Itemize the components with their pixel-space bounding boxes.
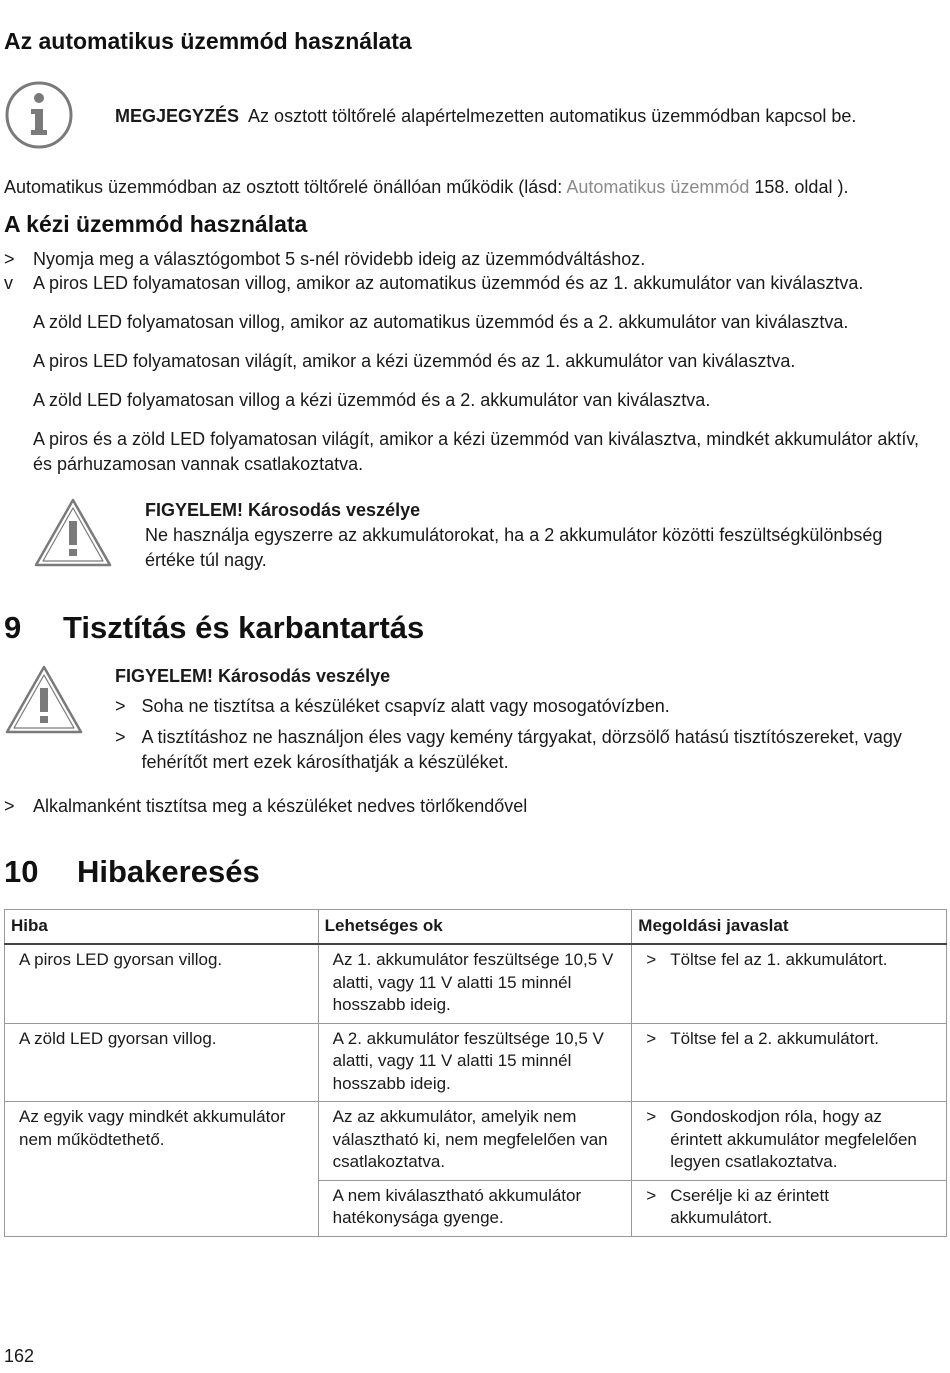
solution-line: Töltse fel az 1. akkumulátort.	[670, 950, 888, 969]
chapter-9-title: Tisztítás és karbantartás	[63, 610, 425, 645]
cleaning-warning-item-2-line-2: fehérítőt mert ezek károsíthatják a készüléket.	[141, 752, 509, 772]
cause-line: alatti, vagy 11 V alatti 15 minnél	[332, 1051, 572, 1070]
cause-cell	[318, 944, 632, 1023]
cleaning-warning-list	[115, 694, 945, 775]
solution-cell	[632, 1102, 947, 1181]
manual-warning-line-1: Ne használja egyszerre az akkumulátorokat, ha a 2 akkumulátor közötti feszültségkülönbség	[145, 525, 883, 545]
chapter-10-title: Hibakeresés	[77, 854, 260, 889]
fault-line: A piros LED gyorsan villog.	[19, 950, 223, 969]
result-arrow-icon: v	[4, 273, 13, 293]
step-arrow-icon: >	[646, 1028, 657, 1048]
step-arrow-icon: >	[646, 1185, 657, 1205]
table-header-row	[5, 910, 947, 945]
cause-line: A nem kiválasztható akkumulátor	[332, 1185, 582, 1205]
cause-line: csatlakoztatva.	[332, 1152, 446, 1171]
note-text: Az osztott töltőrelé alapértelmezetten automatikus üzemmódban kapcsol be.	[248, 106, 857, 126]
result-line-4: A zöld LED folyamatosan villog a kézi üzemmód és a 2. akkumulátor van kiválasztva.	[33, 390, 711, 410]
fault-cell	[5, 944, 319, 1023]
auto-para-text: Automatikus üzemmódban az osztott töltőrelé önállóan működik (lásd:	[4, 177, 567, 197]
fault-line: nem működtethető.	[19, 1129, 165, 1149]
manual-warning-title: FIGYELEM! Károsodás veszélye	[145, 500, 421, 520]
cause-cell	[318, 1023, 632, 1102]
fault-cell	[5, 1102, 319, 1237]
column-header-fault: Hiba	[5, 910, 319, 945]
auto-mode-link[interactable]: Automatikus üzemmód	[566, 177, 750, 197]
cleaning-warning-title: FIGYELEM! Károsodás veszélye	[115, 666, 391, 686]
chapter-10-number: 10	[4, 854, 39, 889]
cleaning-warning	[115, 664, 945, 781]
result-line-5-cont: és párhuzamosan vannak csatlakoztatva.	[33, 454, 364, 474]
note-block	[115, 104, 856, 129]
step-arrow-icon: >	[4, 249, 15, 269]
solution-line: érintett akkumulátor megfelelően	[670, 1129, 917, 1149]
solution-line: Töltse fel a 2. akkumulátort.	[670, 1028, 880, 1048]
result-line-3: A piros LED folyamatosan világít, amikor a kézi üzemmód és az 1. akkumulátor van kiválasztva.	[33, 351, 796, 371]
column-header-solution: Megoldási javaslat	[632, 910, 947, 945]
cause-line: hosszabb ideig.	[332, 995, 451, 1014]
auto-mode-heading: Az automatikus üzemmód használata	[4, 28, 412, 54]
manual-mode-heading: A kézi üzemmód használata	[4, 211, 308, 237]
warning-triangle-icon	[4, 664, 84, 741]
troubleshooting-table	[4, 909, 947, 1237]
fault-line: A zöld LED gyorsan villog.	[19, 1028, 217, 1048]
chapter-9-number: 9	[4, 610, 22, 645]
manual-warning-line-2: értéke túl nagy.	[145, 550, 267, 570]
cleaning-step: Alkalmanként tisztítsa meg a készüléket nedves törlőkendővel	[33, 796, 528, 816]
cause-cell	[318, 1180, 632, 1236]
cause-line: hatékonysága gyenge.	[332, 1208, 504, 1227]
cause-cell	[318, 1102, 632, 1181]
table-row	[5, 944, 947, 1023]
step-arrow-icon: >	[4, 796, 15, 816]
auto-para-page-ref: 158. oldal ).	[749, 177, 849, 197]
solution-cell	[632, 944, 947, 1023]
cause-line: alatti, vagy 11 V alatti 15 minnél	[332, 972, 572, 992]
page-number: 162	[4, 1346, 35, 1366]
manual-step: Nyomja meg a választógombot 5 s-nél rövidebb ideig az üzemmódváltáshoz.	[33, 249, 646, 269]
result-line-5: A piros és a zöld LED folyamatosan világít, amikor a kézi üzemmód van kiválasztva, mindkét akkumulátor aktív,	[33, 429, 920, 449]
step-arrow-icon: >	[115, 727, 126, 747]
cause-line: választható ki, nem megfelelően van	[332, 1129, 608, 1149]
warning-triangle-icon	[33, 497, 113, 574]
solution-line: akkumulátort.	[670, 1208, 773, 1227]
cause-line: Az 1. akkumulátor feszültsége 10,5 V	[332, 950, 614, 969]
solution-cell	[632, 1023, 947, 1102]
result-line-2: A zöld LED folyamatosan villog, amikor az automatikus üzemmód és a 2. akkumulátor van kiválasztva.	[33, 312, 849, 332]
cause-line: A 2. akkumulátor feszültsége 10,5 V	[332, 1028, 604, 1048]
step-arrow-icon: >	[115, 696, 126, 716]
cause-line: Az az akkumulátor, amelyik nem	[332, 1107, 577, 1126]
solution-line: Gondoskodjon róla, hogy az	[670, 1107, 882, 1126]
solution-line: legyen csatlakoztatva.	[670, 1152, 838, 1171]
list-item	[115, 725, 945, 775]
result-line-1: A piros LED folyamatosan villog, amikor az automatikus üzemmód és az 1. akkumulátor van kiválasztva.	[33, 273, 864, 293]
cleaning-warning-item-2-line-1: A tisztításhoz ne használjon éles vagy kemény tárgyakat, dörzsölő hatású tisztítószereket, vagy	[141, 727, 902, 747]
table-row	[5, 1102, 947, 1181]
column-header-cause: Lehetséges ok	[318, 910, 632, 945]
fault-line: Az egyik vagy mindkét akkumulátor	[19, 1107, 286, 1126]
solution-line: Cserélje ki az érintett	[670, 1185, 829, 1205]
list-item	[115, 694, 945, 719]
cause-line: hosszabb ideig.	[332, 1073, 451, 1093]
fault-cell	[5, 1023, 319, 1102]
cleaning-warning-item-2	[142, 725, 902, 775]
table-row	[5, 1023, 947, 1102]
manual-warning	[145, 498, 882, 573]
note-label: MEGJEGYZÉS	[115, 106, 240, 126]
auto-mode-paragraph	[4, 175, 848, 200]
step-arrow-icon: >	[646, 1107, 657, 1126]
info-icon	[4, 80, 74, 155]
step-arrow-icon: >	[646, 950, 657, 969]
solution-cell	[632, 1180, 947, 1236]
cleaning-warning-item-1: Soha ne tisztítsa a készüléket csapvíz alatt vagy mosogatóvízben.	[141, 696, 670, 716]
